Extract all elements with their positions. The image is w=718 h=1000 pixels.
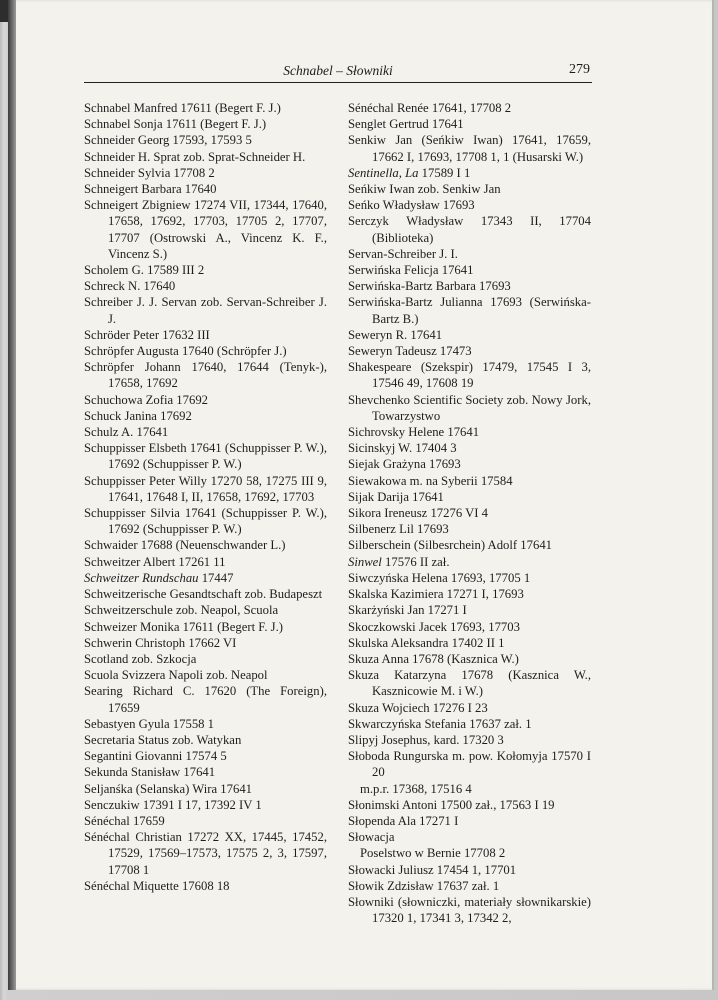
index-entry: Sichrovsky Helene 17641 [348, 425, 480, 440]
index-entry: Schnabel Sonja 17611 (Begert F. J.) [84, 117, 267, 132]
index-entry: Sekunda Stanisław 17641 [84, 765, 216, 780]
index-entry: Schwerin Christoph 17662 VI [84, 635, 237, 650]
index-entry: Schneigert Barbara 17640 [84, 182, 217, 197]
index-entry: Schweitzer Albert 17261 11 [84, 554, 226, 569]
index-entry: Skoczkowski Jacek 17693, 17703 [348, 619, 520, 634]
running-title: Schnabel – Słowniki [283, 63, 393, 78]
index-entry: Silberschein (Silbesrchein) Adolf 17641 [348, 538, 553, 553]
index-column-left [84, 100, 327, 894]
index-entry: Schuchowa Zofia 17692 [84, 392, 209, 407]
index-entry: Shakespeare (Szekspir) 17479, 17545 I 3, 17546 49, 17608 19 [348, 360, 591, 391]
index-entry: Sénéchal Renée 17641, 17708 2 [348, 101, 512, 115]
binding-shadow [8, 0, 16, 990]
index-entry: Sikora Ireneusz 17276 VI 4 [348, 506, 489, 521]
index-entry: Schweitzerische Gesandtschaft zob. Budapeszt [84, 587, 323, 602]
index-entry: Schwaider 17688 (Neuenschwander L.) [84, 538, 286, 553]
index-entry: Seńko Władysław 17693 [348, 198, 475, 213]
book-page [8, 0, 714, 990]
index-entry: Slipyj Josephus, kard. 17320 3 [348, 732, 504, 747]
index-entry: Skulska Aleksandra 17402 II 1 [348, 635, 505, 650]
index-entry: Schweizer Monika 17611 (Begert F. J.) [84, 619, 284, 634]
index-entry: Schröpfer Augusta 17640 (Schröpfer J.) [84, 344, 287, 359]
index-entry: Skwarczyńska Stefania 17637 zał. 1 [348, 716, 532, 731]
index-entry: Schneider Georg 17593, 17593 5 [84, 133, 252, 148]
index-entry: Skuza Katarzyna 17678 (Kasznica W., Kasznicowie M. i W.) [348, 668, 591, 699]
index-entry: Shevchenko Scientific Society zob. Nowy Jork, Towarzystwo [348, 392, 591, 423]
index-entry: Searing Richard C. 17620 (The Foreign), 17659 [84, 684, 327, 715]
index-entry: Schröder Peter 17632 III [84, 327, 210, 342]
index-entry: Seljanśka (Selanska) Wira 17641 [84, 781, 253, 796]
index-entry: Siwczyńska Helena 17693, 17705 1 [348, 570, 531, 585]
index-entry: Słoboda Rungurska m. pow. Kołomyja 17570 I 20 [348, 749, 591, 780]
index-entry: Seweryn R. 17641 [348, 327, 443, 342]
index-entry: Senkiw Jan (Seńkiw Iwan) 17641, 17659, 17662 I, 17693, 17708 1, 1 (Husarski W.) [348, 133, 591, 164]
index-entry: Sinwel 17576 II zał. [348, 554, 450, 569]
index-entry: Serwińska-Bartz Julianna 17693 (Serwińska-Bartz B.) [348, 295, 591, 326]
index-column-right [348, 100, 591, 926]
index-entry: Seweryn Tadeusz 17473 [348, 344, 472, 359]
index-entry: Schneigert Zbigniew 17274 VII, 17344, 17640, 17658, 17692, 17703, 17705 2, 17707, 17707 (Ostrowski A., Vincenz K. F., Vincenz S.) [84, 198, 327, 261]
index-entry: Schnabel Manfred 17611 (Begert F. J.) [84, 101, 281, 115]
index-entry: Serwińska Felicja 17641 [348, 263, 474, 278]
index-entry: Słowacki Juliusz 17454 1, 17701 [348, 862, 517, 877]
index-entry: Secretaria Status zob. Watykan [84, 732, 242, 747]
index-entry: Schweitzerschule zob. Neapol, Scuola [84, 603, 279, 618]
index-entry: Scotland zob. Szkocja [84, 651, 197, 666]
index-entry: Serczyk Władysław 17343 II, 17704 (Biblioteka) [348, 214, 591, 245]
index-entry: Słopenda Ala 17271 I [348, 813, 459, 828]
index-entry: Sentinella, La 17589 I 1 [348, 165, 471, 180]
index-entry: Sénéchal 17659 [84, 813, 165, 828]
index-entry: Skarżyński Jan 17271 I [348, 603, 467, 618]
index-entry: Sénéchal Miquette 17608 18 [84, 878, 230, 893]
index-entry: Schreiber J. J. Servan zob. Servan-Schreiber J. J. [84, 295, 327, 326]
index-entry: Scholem G. 17589 III 2 [84, 263, 205, 278]
index-entry: Schuppisser Peter Willy 17270 58, 17275 III 9, 17641, 17648 I, II, 17658, 17692, 17703 [84, 473, 327, 504]
index-entry: Seńkiw Iwan zob. Senkiw Jan [348, 182, 501, 197]
index-entry: Schneider H. Sprat zob. Sprat-Schneider H. [84, 149, 306, 164]
index-entry: Sénéchal Christian 17272 XX, 17445, 17452, 17529, 17569–17573, 17575 2, 3, 17597, 17708 1 [84, 830, 327, 877]
index-entry: Schneider Sylvia 17708 2 [84, 165, 215, 180]
index-entry: Słowik Zdzisław 17637 zał. 1 [348, 878, 500, 893]
index-entry: Schreck N. 17640 [84, 279, 176, 294]
index-entry: Serwińska-Bartz Barbara 17693 [348, 279, 511, 294]
index-entry: Schulz A. 17641 [84, 425, 169, 440]
index-entry: Schröpfer Johann 17640, 17644 (Tenyk-), 17658, 17692 [84, 360, 327, 391]
index-entry: Siewakowa m. na Syberii 17584 [348, 473, 513, 488]
index-entry: Poselstwo w Bernie 17708 2 [360, 846, 506, 861]
index-entry: Servan-Schreiber J. I. [348, 246, 458, 261]
index-entry: Schuck Janina 17692 [84, 408, 192, 423]
index-entry: Segantini Giovanni 17574 5 [84, 749, 227, 764]
index-entry: Senczukiw 17391 I 17, 17392 IV 1 [84, 797, 262, 812]
index-entry: Skuza Anna 17678 (Kasznica W.) [348, 651, 519, 666]
index-entry: Sijak Darija 17641 [348, 489, 444, 504]
index-entry: Skuza Wojciech 17276 I 23 [348, 700, 488, 715]
index-entry: Scuola Svizzera Napoli zob. Neapol [84, 668, 268, 683]
index-entry: Słowacja [348, 830, 395, 845]
running-header [84, 60, 592, 83]
page-number: 279 [569, 62, 590, 77]
index-entry: Senglet Gertrud 17641 [348, 117, 464, 132]
index-entry: Słonimski Antoni 17500 zał., 17563 I 19 [348, 797, 555, 812]
index-entry: Siejak Grażyna 17693 [348, 457, 461, 472]
index-entry: Schuppisser Silvia 17641 (Schuppisser P. W.), 17692 (Schuppisser P. W.) [84, 506, 327, 537]
index-entry: Skalska Kazimiera 17271 I, 17693 [348, 587, 524, 602]
index-entry: Słowniki (słowniczki, materiały słownikarskie) 17320 1, 17341 3, 17342 2, [348, 894, 591, 926]
index-entry: Sebastyen Gyula 17558 1 [84, 716, 215, 731]
index-entry: Sicinskyj W. 17404 3 [348, 441, 457, 456]
index-entry: Silbenerz Lil 17693 [348, 522, 449, 537]
index-entry: Schweitzer Rundschau 17447 [84, 570, 234, 585]
index-entry: m.p.r. 17368, 17516 4 [360, 781, 472, 796]
index-entry: Schuppisser Elsbeth 17641 (Schuppisser P. W.), 17692 (Schuppisser P. W.) [84, 441, 327, 472]
